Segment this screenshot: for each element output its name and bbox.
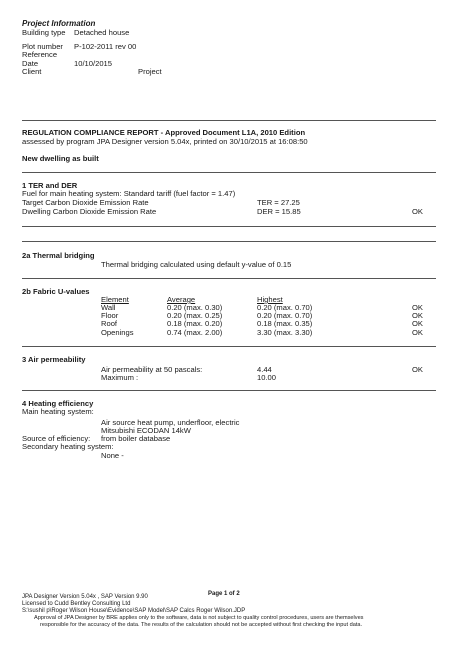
fabric-average: 0.18 (max. 0.20) bbox=[167, 319, 223, 328]
main-heating-label: Main heating system: bbox=[22, 407, 94, 416]
date-label: Date bbox=[22, 59, 39, 68]
air-heading: 3 Air permeability bbox=[22, 355, 86, 364]
building-type-value: Detached house bbox=[74, 28, 130, 37]
divider bbox=[22, 241, 436, 242]
reference-label: Reference bbox=[22, 50, 58, 59]
divider bbox=[22, 346, 436, 347]
footer-license: Licensed to Cudd Bentley Consulting Ltd bbox=[22, 601, 131, 607]
footer-version: JPA Designer Version 5.04x , SAP Version 9.90 bbox=[22, 594, 148, 600]
plot-number-label: Plot number bbox=[22, 42, 63, 51]
fabric-result: OK bbox=[412, 319, 423, 328]
assessed-by-line: assessed by program JPA Designer version 5.04x, printed on 30/10/2015 at 16:08:50 bbox=[22, 137, 308, 146]
client-label: Client bbox=[22, 67, 42, 76]
divider bbox=[22, 390, 436, 391]
fabric-element: Roof bbox=[101, 319, 118, 328]
secondary-heating-value: None - bbox=[101, 451, 124, 460]
main-heating-model: Mitsubishi ECODAN 14kW bbox=[101, 426, 191, 435]
air-maximum-value: 10.00 bbox=[257, 373, 277, 382]
date-value: 10/10/2015 bbox=[74, 59, 113, 68]
divider bbox=[22, 278, 436, 279]
air-permeability-value: 4.44 bbox=[257, 365, 272, 374]
fabric-average: 0.74 (max. 2.00) bbox=[167, 328, 223, 337]
fabric-element: Floor bbox=[101, 311, 119, 320]
footer-file-path: S:\sushil p\Roger Wilson House\Evidence\SAP Model\SAP Calcs Roger Wilson.JDP bbox=[22, 608, 246, 614]
thermal-bridging-text: Thermal bridging calculated using default y-value of 0.15 bbox=[101, 260, 292, 269]
fabric-highest: 0.20 (max. 0.70) bbox=[257, 303, 313, 312]
building-type-label: Building type bbox=[22, 28, 66, 37]
efficiency-source-value: from boiler database bbox=[101, 434, 171, 443]
divider bbox=[22, 226, 436, 227]
plot-number-value: P-102-2011 rev 00 bbox=[74, 42, 137, 51]
air-permeability-result: OK bbox=[412, 365, 423, 374]
heating-heading: 4 Heating efficiency bbox=[22, 399, 94, 408]
col-element-header: Element bbox=[101, 295, 129, 304]
ter-der-heading: 1 TER and DER bbox=[22, 181, 78, 190]
col-average-header: Average bbox=[167, 295, 196, 304]
footer-page-number: Page 1 of 2 bbox=[208, 591, 240, 597]
dwelling-status: New dwelling as built bbox=[22, 154, 99, 163]
efficiency-source-label: Source of efficiency: bbox=[22, 434, 91, 443]
fabric-average: 0.20 (max. 0.30) bbox=[167, 303, 223, 312]
der-value: DER = 15.85 bbox=[257, 207, 301, 216]
footer-disclaimer-continued: responsible for the accuracy of the data. The results of the calculation should not be accepted without first checking the input data. bbox=[40, 622, 363, 628]
thermal-bridging-heading: 2a Thermal bridging bbox=[22, 251, 95, 260]
fabric-element: Openings bbox=[101, 328, 134, 337]
fabric-highest: 3.30 (max. 3.30) bbox=[257, 328, 313, 337]
air-maximum-label: Maximum : bbox=[101, 373, 139, 382]
divider bbox=[22, 172, 436, 173]
fabric-highest: 0.18 (max. 0.35) bbox=[257, 319, 313, 328]
fabric-highest: 0.20 (max. 0.70) bbox=[257, 311, 313, 320]
fuel-line: Fuel for main heating system: Standard tariff (fuel factor = 1.47) bbox=[22, 189, 236, 198]
ter-value: TER = 27.25 bbox=[257, 198, 300, 207]
col-highest-header: Highest bbox=[257, 295, 283, 304]
main-heating-value: Air source heat pump, underfloor, electric bbox=[101, 418, 240, 427]
project-info-heading: Project Information bbox=[22, 19, 96, 28]
fabric-result: OK bbox=[412, 303, 423, 312]
fabric-result: OK bbox=[412, 328, 423, 337]
report-title: REGULATION COMPLIANCE REPORT - Approved Document L1A, 2010 Edition bbox=[22, 128, 306, 137]
fabric-average: 0.20 (max. 0.25) bbox=[167, 311, 223, 320]
divider bbox=[22, 120, 436, 121]
fabric-element: Wall bbox=[101, 303, 116, 312]
der-label: Dwelling Carbon Dioxide Emission Rate bbox=[22, 207, 157, 216]
air-permeability-label: Air permeability at 50 pascals: bbox=[101, 365, 203, 374]
der-result: OK bbox=[412, 207, 423, 216]
footer-disclaimer: Approval of JPA Designer by BRE applies only to the software, data is not subject to quality control procedures, users are themselves bbox=[34, 615, 364, 621]
secondary-heating-label: Secondary heating system: bbox=[22, 442, 114, 451]
fabric-result: OK bbox=[412, 311, 423, 320]
project-label: Project bbox=[138, 67, 162, 76]
fabric-heading: 2b Fabric U-values bbox=[22, 287, 90, 296]
ter-label: Target Carbon Dioxide Emission Rate bbox=[22, 198, 149, 207]
